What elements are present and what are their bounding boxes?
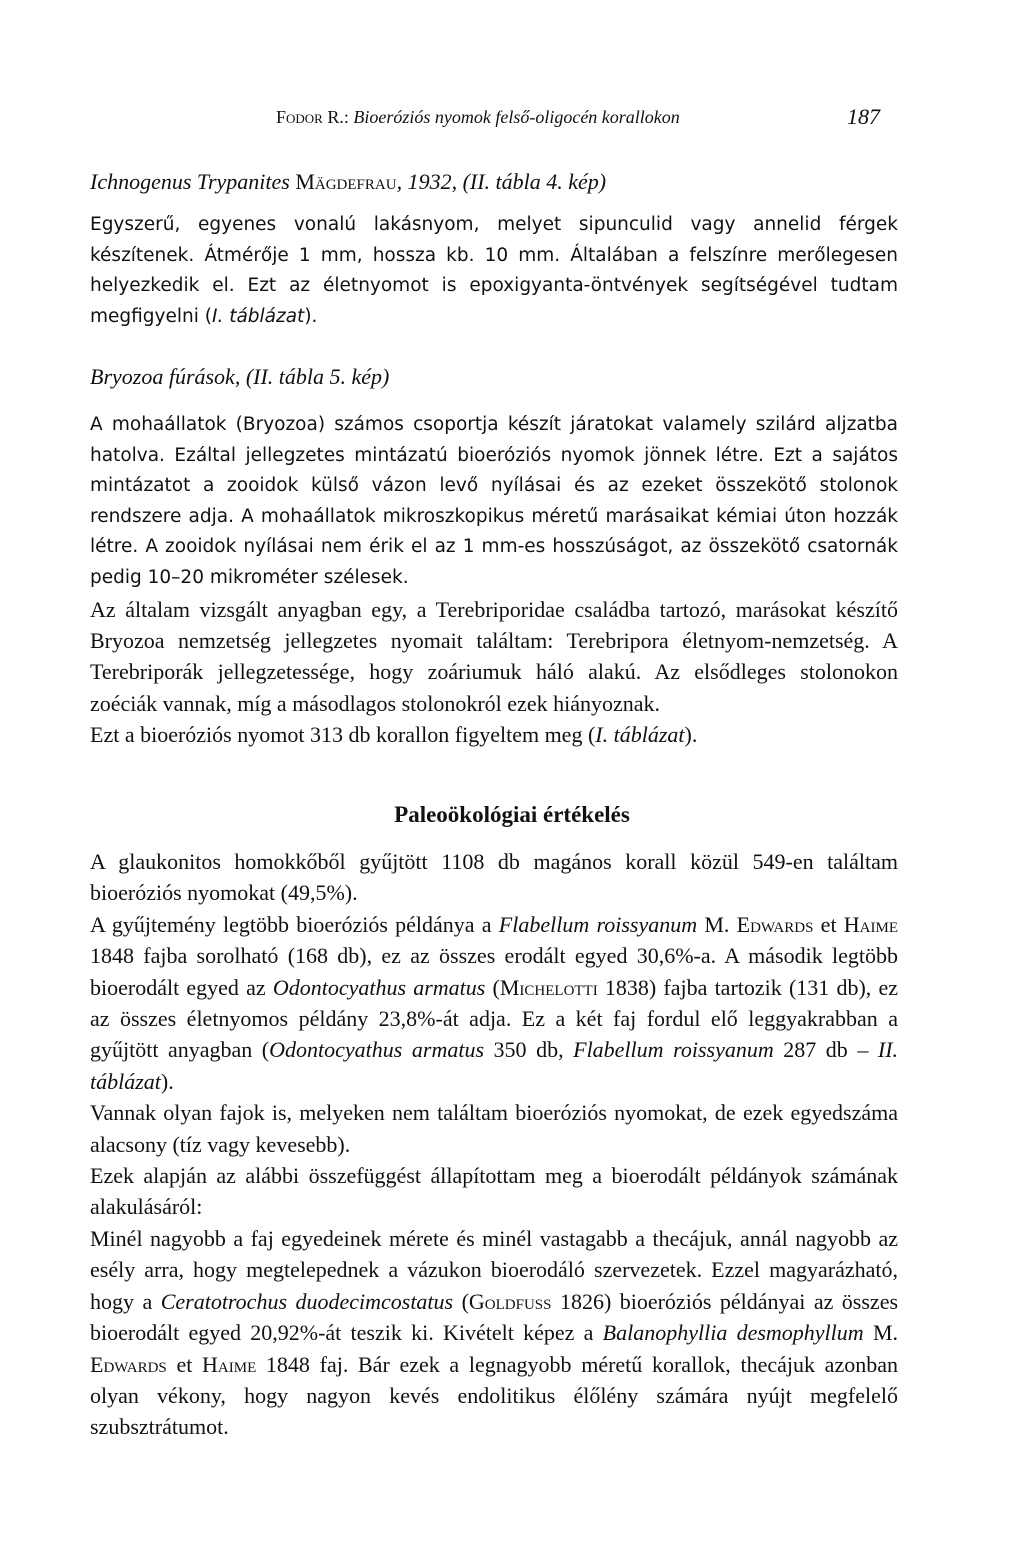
bryozoa-section: [90, 410, 898, 751]
table-ref: II. táblázat: [90, 1037, 899, 1094]
species-name: Odontocyathus armatus: [269, 1037, 485, 1063]
trypanites-description: [90, 210, 898, 332]
author-name: Haime: [843, 911, 899, 937]
trypanites-heading-author: Mägdefrau: [295, 169, 397, 194]
paleo-paragraph-3: Vannak olyan fajok is, melyeken nem találtam bioeróziós nyomokat, de ezek egyedszáma alacsony (tíz vagy kevesebb).: [90, 1100, 898, 1157]
bryozoa-heading: [90, 362, 898, 392]
author-name: Edwards: [736, 911, 814, 937]
section-title: Paleoökológiai értékelés: [394, 802, 630, 827]
paleo-paragraph-5: Minél nagyobb a faj egyedeinek mérete és minél vastagabb a thecájuk, annál nagyobb az esély arra, hogy megtelepednek a vázukon bioerodáló szervezetek. Ezzel magyarázható, hogy a Ceratotrochus duodecimcostatus (Goldfuss 1826) bioeróziós példányai az összes bioerodált egyed 20,92%-át teszik ki. Kivételt képez a Balanophyllia desmophyllum M. Edwards et Haime 1848 faj. Bár ezek a legnagyobb méretű korallok, thecájuk azonban olyan vékony, hogy nagyon kevés endolitikus élőlény számára nyújt megfelelő szubsztrátumot.: [90, 1225, 899, 1440]
bryozoa-paragraph-2: Az általam vizsgált anyagban egy, a Terebriporidae családba tartozó, marásokat készítő Bryozoa nemzetség jellegzetes nyomait találtam: Terebripora életnyom-nemzetség. A Terebriporák jellegzetessége, hogy zoáriumuk háló alakú. Az elsődleges stolonokon zoéciák vannak, míg a másodlagos stolonokról ezek hiányoznak.: [90, 596, 898, 716]
trypanites-text: Egyszerű, egyenes vonalú lakásnyom, melyet sipunculid vagy annelid férgek készítenek. Átmérője 1 mm, hossza kb. 10 mm. Általában a felszínre merőlegesen helyezkedik el. Ezt az életnyomot is epoxigyanta-öntvények segítségével tudtam megfigyelni (: [90, 214, 898, 327]
author-name: Goldfuss: [468, 1288, 552, 1314]
trypanites-heading-ref: , 1932, (II. tábla 4. kép): [396, 169, 607, 194]
species-name: Balanophyllia desmophyllum: [602, 1320, 864, 1346]
bryozoa-p3-end: ).: [684, 722, 698, 748]
author-name: Edwards: [90, 1351, 167, 1377]
trypanites-heading: [90, 167, 898, 197]
paleo-paragraph-4: Ezek alapján az alábbi összefüggést állapítottam meg a bioerodált példányok számának alakulásáról:: [90, 1163, 898, 1220]
paleo-paragraph-2: A gyűjtemény legtöbb bioeróziós példánya a Flabellum roissyanum M. Edwards et Haime 1848 fajba sorolható (168 db), ez az összes erodált egyed 30,6%-a. A második legtöbb bioerodált egyed az Odontocyathus armatus (Michelotti 1838) fajba tartozik (131 db), ez az összes életnyomos példány 23,8%-át adja. Ez a két faj fordul elő leggyakrabban a gyűjtött anyagban (Odontocyathus armatus 350 db, Flabellum roissyanum 287 db – II. táblázat).: [90, 911, 899, 1094]
species-name: Ceratotrochus duodecimcostatus: [160, 1288, 454, 1314]
trypanites-text-end: ).: [304, 305, 318, 327]
author-name: Haime: [202, 1351, 257, 1377]
paleo-section: [90, 846, 898, 1443]
bryozoa-p3-text: Ezt a bioeróziós nyomot 313 db korallon figyeltem meg (: [90, 722, 596, 748]
bryozoa-paragraph-3: [90, 719, 898, 750]
page-number: 187: [847, 104, 880, 129]
species-name: Flabellum roissyanum: [498, 911, 698, 937]
species-name: Odontocyathus armatus: [272, 974, 486, 1000]
trypanites-heading-name: Ichnogenus Trypanites: [90, 169, 290, 194]
header-author: Fodor R.:: [276, 107, 349, 127]
running-header: [276, 102, 880, 132]
bryozoa-table-ref: I. táblázat: [595, 722, 685, 748]
author-name: Michelotti: [499, 974, 598, 1000]
trypanites-table-ref: I. táblázat: [211, 305, 305, 327]
bryozoa-heading-text: Bryozoa fúrások, (II. tábla 5. kép): [90, 364, 390, 389]
header-title: Bioeróziós nyomok felső-oligocén korallokon: [353, 107, 680, 127]
bryozoa-paragraph-1: A mohaállatok (Bryozoa) számos csoportja készít járatokat valamely szilárd aljzatba hatolva. Ezáltal jellegzetes mintázatú bioeróziós nyomok jönnek létre. Ezt a sajátos mintázatot a zooidok külső vázon levő nyílásai és az ezeket összekötő stolonok rendszere adja. A mohaállatok mikroszkopikus méretű marásaikat kémiai úton hozzák létre. A zooidok nyílásai nem érik el az 1 mm-es hosszúságot, az összekötő csatornák pedig 10–20 mikrométer szélesek.: [90, 414, 898, 588]
species-name: Flabellum roissyanum: [573, 1037, 774, 1063]
paleo-paragraph-1: A glaukonitos homokkőből gyűjtött 1108 db magános korall közül 549-en találtam bioeróziós nyomokat (49,5%).: [90, 849, 898, 906]
